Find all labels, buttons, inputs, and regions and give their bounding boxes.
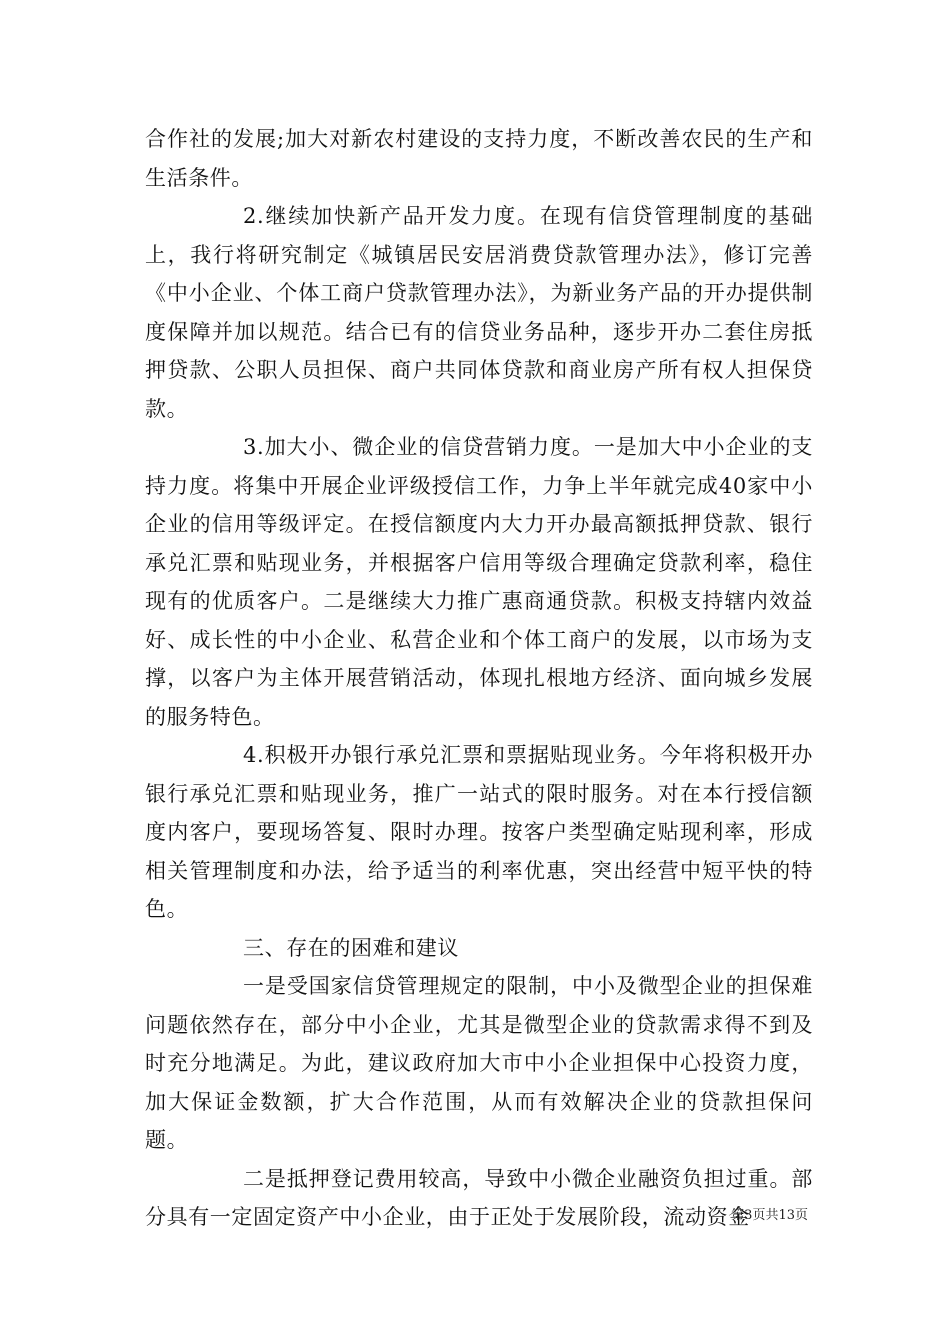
page-number: 第3页共13页: [731, 1208, 808, 1223]
section-heading-difficulties: 三、存在的困难和建议: [243, 935, 459, 960]
paragraph-continuation: 合作社的发展;加大对新农村建设的支持力度，不断改善农民的生产和生活条件。: [145, 127, 813, 190]
paragraph-guarantee-difficulty: 一是受国家信贷管理规定的限制，中小及微型企业的担保难问题依然存在，部分中小企业，尤其是微型企业的贷款需求得不到及时充分地满足。为此，建议政府加大市中小企业担保中心投资力度，加大保证金数额，扩大合作范围，从而有效解决企业的贷款担保问题。: [145, 974, 813, 1152]
paragraph-acceptance-bills: 4.积极开办银行承兑汇票和票据贴现业务。今年将积极开办银行承兑汇票和贴现业务，推广一站式的限时服务。对在本行授信额度内客户，要现场答复、限时办理。按客户类型确定贴现利率，形成相关管理制度和办法，给予适当的利率优惠，突出经营中短平快的特色。: [145, 743, 813, 921]
paragraph-mortgage-fees: 二是抵押登记费用较高，导致中小微企业融资负担过重。部分具有一定固定资产中小企业，由于正处于发展阶段，流动资金: [145, 1166, 813, 1229]
document-body: [145, 120, 813, 1237]
paragraph-new-products: 2.继续加快新产品开发力度。在现有信贷管理制度的基础上，我行将研究制定《城镇居民安居消费贷款管理办法》，修订完善《中小企业、个体工商户贷款管理办法》，为新业务产品的开办提供制度保障并加以规范。结合已有的信贷业务品种，逐步开办二套住房抵押贷款、公职人员担保、商户共同体贷款和商业房产所有权人担保贷款。: [145, 204, 813, 421]
paragraph-small-micro-enterprises: 3.加大小、微企业的信贷营销力度。一是加大中小企业的支持力度。将集中开展企业评级授信工作，力争上半年就完成40家中小企业的信用等级评定。在授信额度内大力开办最高额抵押贷款、银行承兑汇票和贴现业务，并根据客户信用等级合理确定贷款利率，稳住现有的优质客户。二是继续大力推广惠商通贷款。积极支持辖内效益好、成长性的中小企业、私营企业和个体工商户的发展，以市场为支撑，以客户为主体开展营销活动，体现扎根地方经济、面向城乡发展的服务特色。: [145, 435, 813, 729]
